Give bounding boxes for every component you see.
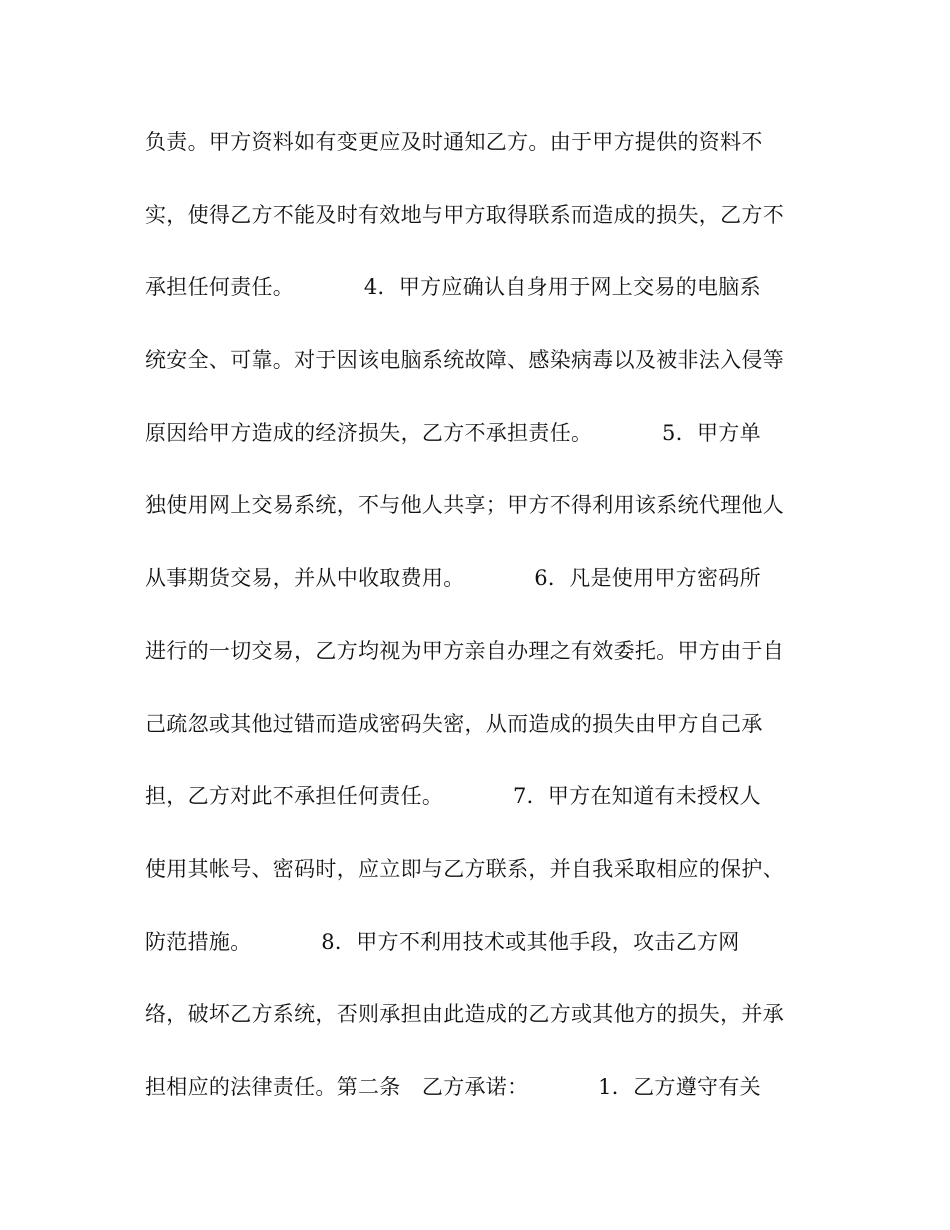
text-line: 络，破坏乙方系统，否则承担由此造成的乙方或其他方的损失，并承 <box>145 1002 784 1027</box>
text-line: 原因给甲方造成的经济损失，乙方不承担责任。 5．甲方单 <box>145 420 761 445</box>
text-line: 从事期货交易，并从中收取费用。 6．凡是使用甲方密码所 <box>145 566 761 591</box>
text-line: 承担任何责任。 4．甲方应确认自身用于网上交易的电脑系 <box>145 275 761 300</box>
text-line: 防范措施。 8．甲方不利用技术或其他手段，攻击乙方网 <box>145 929 740 954</box>
text-line: 使用其帐号、密码时，应立即与乙方联系，并自我采取相应的保护、 <box>145 856 784 881</box>
text-line: 独使用网上交易系统，不与他人共享；甲方不得利用该系统代理他人 <box>145 493 784 518</box>
text-line: 进行的一切交易，乙方均视为甲方亲自办理之有效委托。甲方由于自 <box>145 638 784 663</box>
text-line: 统安全、可靠。对于因该电脑系统故障、感染病毒以及被非法入侵等 <box>145 348 784 373</box>
text-line: 担，乙方对此不承担任何责任。 7．甲方在知道有未授权人 <box>145 784 761 809</box>
text-line: 己疏忽或其他过错而造成密码失密，从而造成的损失由甲方自己承 <box>145 711 763 736</box>
text-line: 实，使得乙方不能及时有效地与甲方取得联系而造成的损失，乙方不 <box>145 202 784 227</box>
body-text <box>145 120 805 1138</box>
text-line: 担相应的法律责任。第二条 乙方承诺： 1．乙方遵守有关 <box>145 1074 761 1099</box>
text-line: 负责。甲方资料如有变更应及时通知乙方。由于甲方提供的资料不 <box>145 130 763 154</box>
